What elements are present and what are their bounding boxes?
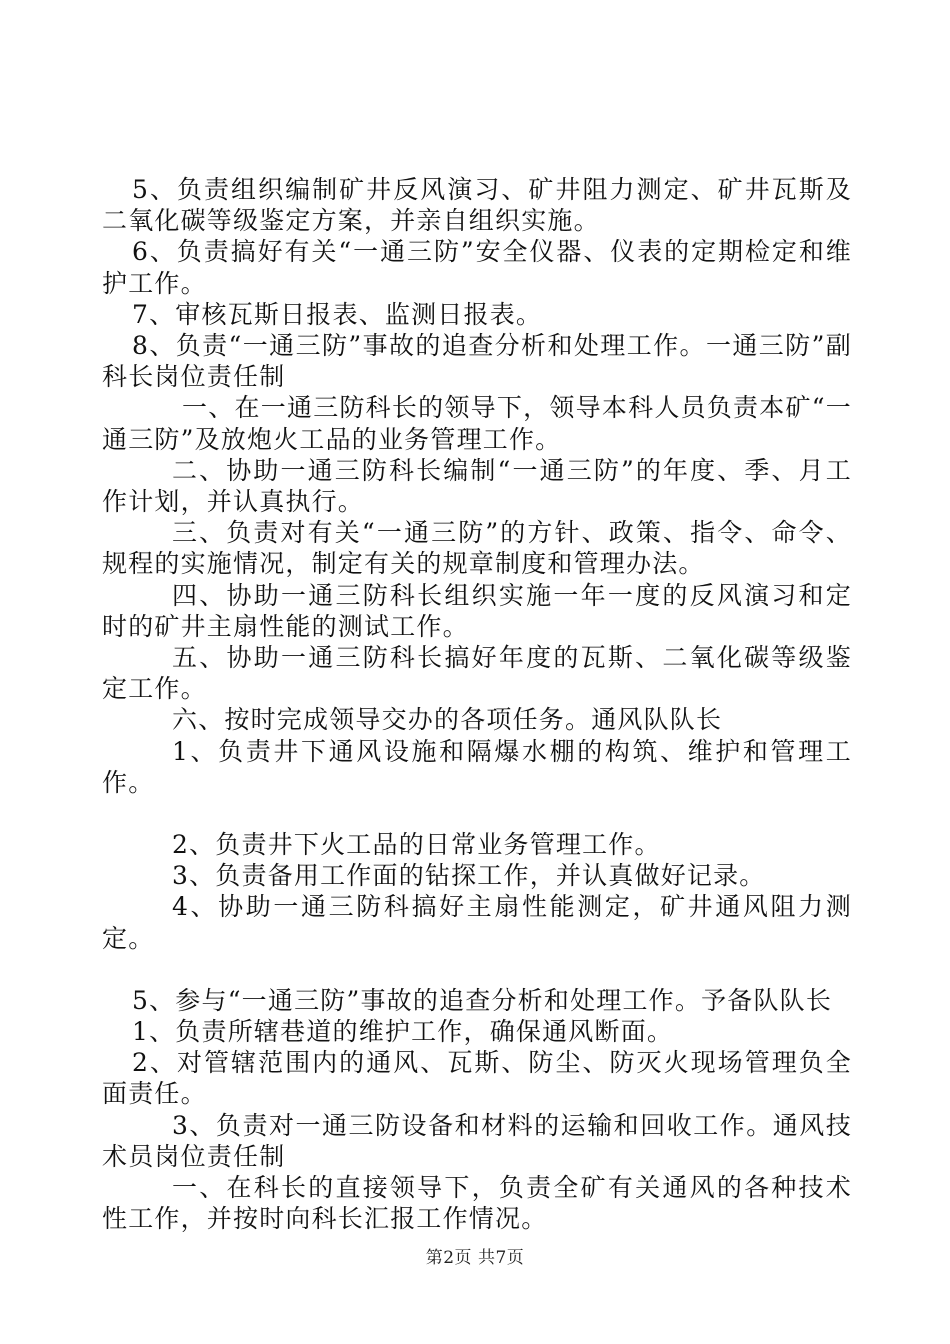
- paragraph-2: 6、负责搞好有关“一通三防”安全仪器、仪表的定期检定和维护工作。: [102, 237, 852, 298]
- paragraph-9: 五、协助一通三防科长搞好年度的瓦斯、二氧化碳等级鉴定工作。: [102, 643, 852, 704]
- paragraph-8: 四、协助一通三防科长组织实施一年一度的反风演习和定时的矿井主扇性能的测试工作。: [102, 580, 852, 641]
- paragraph-11: 1、负责井下通风设施和隔爆水棚的构筑、维护和管理工作。: [102, 736, 852, 797]
- paragraph-13: 3、负责备用工作面的钻探工作，并认真做好记录。: [172, 861, 766, 891]
- paragraph-10: 六、按时完成领导交办的各项任务。通风队队长: [172, 705, 723, 735]
- paragraph-16: 1、负责所辖巷道的维护工作，确保通风断面。: [132, 1017, 674, 1047]
- paragraph-15: 5、参与“一通三防”事故的追查分析和处理工作。予备队队长: [132, 985, 833, 1015]
- paragraph-12: 2、负责井下火工品的日常业务管理工作。: [172, 830, 661, 860]
- page-number-footer: 第2页 共7页: [425, 1248, 525, 1268]
- paragraph-19: 一、在科长的直接领导下，负责全矿有关通风的各种技术性工作，并按时向科长汇报工作情况。: [102, 1173, 852, 1234]
- paragraph-18: 3、负责对一通三防设备和材料的运输和回收工作。通风技术员岗位责任制: [102, 1110, 852, 1171]
- paragraph-14: 4、协助一通三防科搞好主扇性能测定，矿井通风阻力测定。: [102, 892, 852, 953]
- paragraph-5: 一、在一通三防科长的领导下，领导本科人员负责本矿“一通三防”及放炮火工品的业务管理工作。: [102, 393, 852, 454]
- paragraph-7: 三、负责对有关“一通三防”的方针、政策、指令、命令、规程的实施情况，制定有关的规章制度和管理办法。: [102, 518, 852, 579]
- document-body: [102, 174, 852, 1235]
- paragraph-4: 8、负责“一通三防”事故的追查分析和处理工作。一通三防”副科长岗位责任制: [102, 331, 852, 392]
- paragraph-3: 7、审核瓦斯日报表、监测日报表。: [132, 299, 543, 329]
- paragraph-17: 2、对管辖范围内的通风、瓦斯、防尘、防灭火现场管理负全面责任。: [102, 1048, 852, 1109]
- paragraph-6: 二、协助一通三防科长编制“一通三防”的年度、季、月工作计划，并认真执行。: [102, 455, 852, 517]
- paragraph-1: 5、负责组织编制矿井反风演习、矿井阻力测定、矿井瓦斯及二氧化碳等级鉴定方案，并亲自组织实施。: [102, 175, 852, 236]
